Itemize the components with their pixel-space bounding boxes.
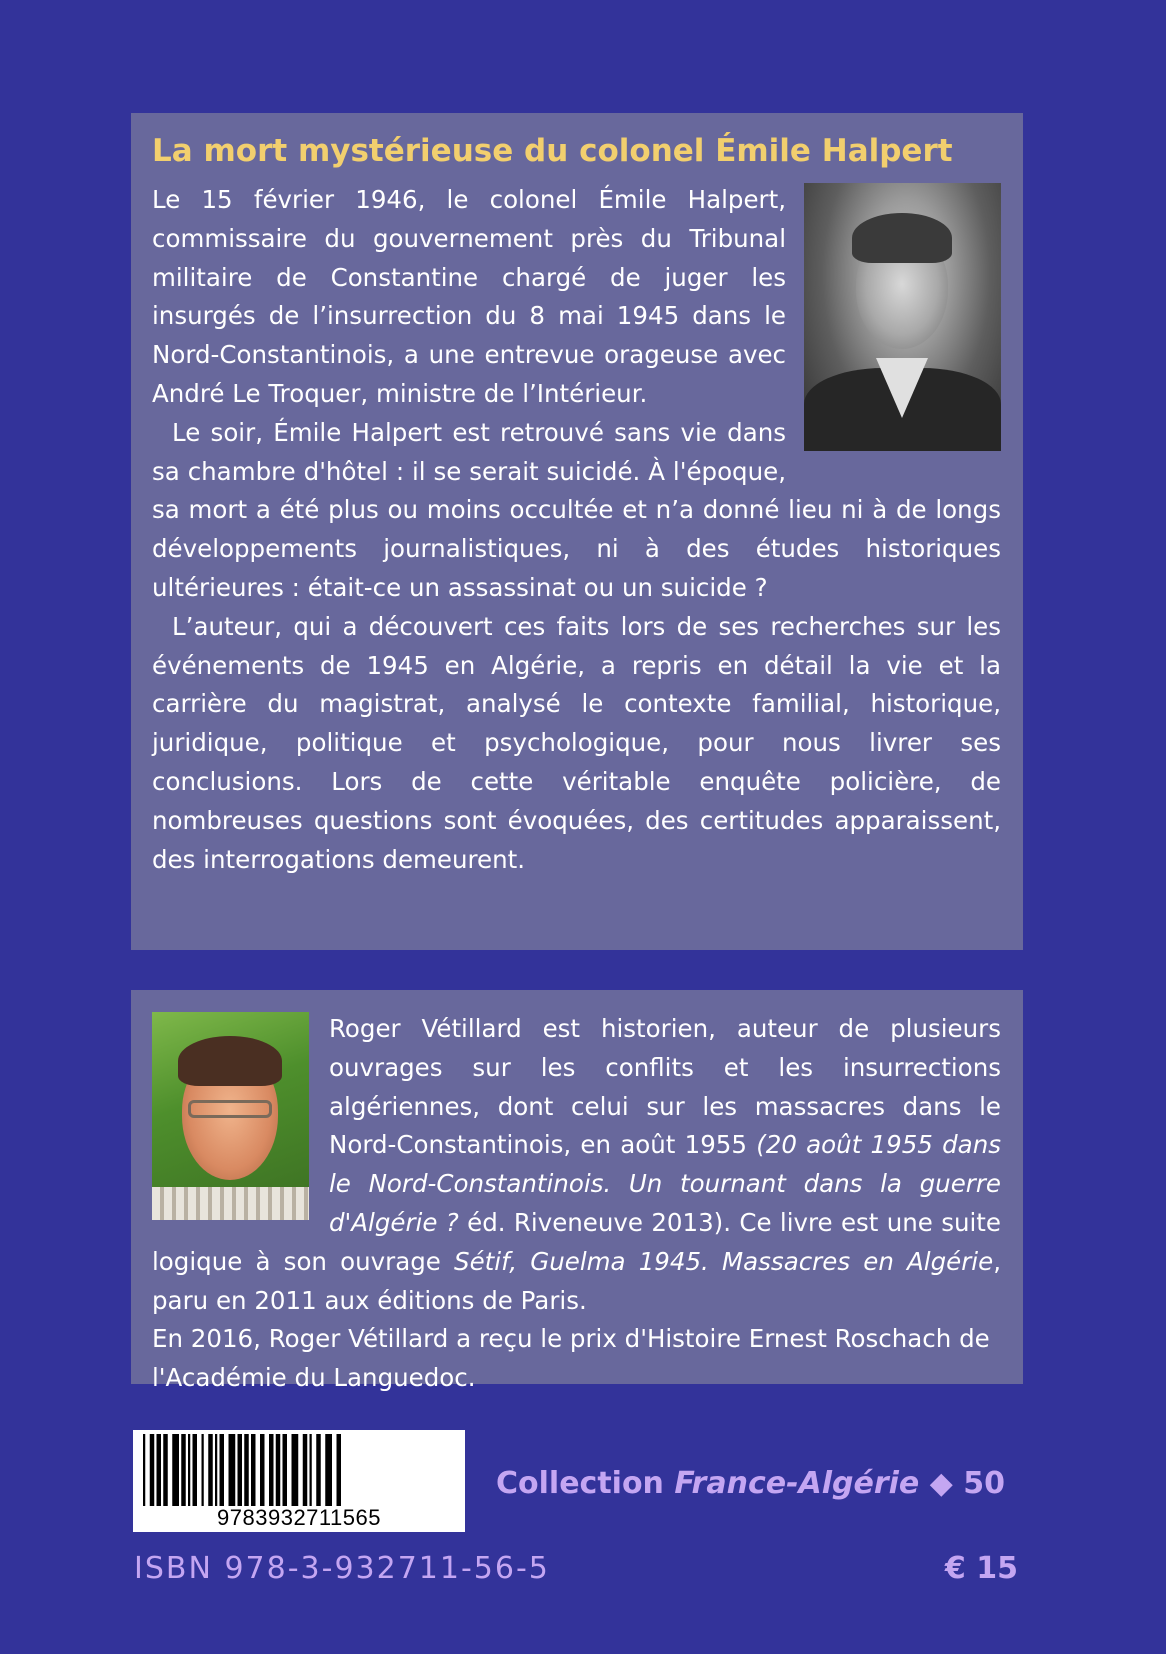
author-bio-text-c: , paru en 2011 aux éditions de Paris.: [152, 1246, 1001, 1315]
isbn: ISBN 978-3-932711-56-5: [134, 1551, 550, 1586]
barcode-bar: [276, 1434, 281, 1506]
barcode-bar: [208, 1434, 213, 1506]
author-book-title-1: (20 août 1955 dans le Nord-Constantinois. Un tournant dans la guerre d'Algérie ?: [329, 1130, 1001, 1237]
barcode-bar: [220, 1434, 225, 1506]
book-title: La mort mystérieuse du colonel Émile Halpert: [152, 133, 953, 169]
barcode-bar: [283, 1434, 288, 1506]
author-bio-panel: [131, 990, 1023, 1393]
author-bio-text-b: éd. Riveneuve 2013). Ce livre est une suite logique à son ouvrage: [152, 1207, 1001, 1276]
author-portrait-photo: [152, 1012, 309, 1220]
barcode-bar: [229, 1434, 236, 1506]
author-bio-text-a: Roger Vétillard est historien, auteur de plusieurs ouvrages sur les conflits et les insurrections algériennes, dont celui sur les massacres dans le Nord-Constantinois, en août 1955: [329, 1014, 1001, 1160]
price: € 15: [944, 1551, 1018, 1586]
barcode-bar: [316, 1434, 321, 1506]
barcode-bar: [143, 1434, 145, 1506]
barcode-bar: [251, 1434, 256, 1506]
barcode-digits: 9783932711565: [217, 1505, 381, 1530]
synopsis-paragraph-1: Le 15 février 1946, le colonel Émile Halpert, commissaire du gouvernement près du Tribunal militaire de Constantine chargé de juger les insurgés de l’insurrection du 8 mai 1945 dans le Nord-Constantinois, a une entrevue orageuse avec André Le Troquer, ministre de l’Intérieur.: [152, 185, 786, 408]
barcode-bar: [238, 1434, 243, 1506]
barcode-bar: [337, 1434, 342, 1506]
synopsis-paragraph-2: Le soir, Émile Halpert est retrouvé sans vie dans sa chambre d'hôtel : il se serait suicidé. À l'époque, sa mort a été plus ou moins occultée et n’a donné lieu ni à de longs développements journalistiques, ni à des études historiques ultérieures : était-ce un assassinat ou un suicide ?: [152, 417, 1001, 602]
collection-name: France-Algérie: [674, 1466, 920, 1501]
barcode-bar: [260, 1434, 265, 1506]
barcode-bar: [188, 1434, 190, 1506]
synopsis-panel: [131, 113, 1023, 950]
barcode-bar: [157, 1434, 162, 1506]
collection-separator-icon: ◆: [919, 1466, 964, 1501]
synopsis-paragraph-3: L’auteur, qui a découvert ces faits lors de ses recherches sur les événements de 1945 en Algérie, a repris en détail la vie et la carrière du magistrat, analysé le contexte familial, historique, juridique, politique et psychologique, pour nous livrer ses conclusions. Lors de cette véritable enquête policière, de nombreuses questions sont évoquées, des certitudes apparaissent, des interrogations demeurent.: [152, 611, 1001, 874]
halpert-portrait-photo: [804, 183, 1001, 451]
author-book-title-2: Sétif, Guelma 1945. Massacres en Algérie: [454, 1246, 994, 1276]
collection-label: [496, 1464, 1005, 1504]
barcode-bar: [150, 1434, 155, 1506]
barcode-bar: [181, 1434, 186, 1506]
barcode-bars: [139, 1434, 459, 1506]
barcode-bar: [325, 1434, 332, 1506]
author-award-paragraph: En 2016, Roger Vétillard a reçu le prix d'Histoire Ernest Roschach de l'Académie du Languedoc.: [152, 1324, 990, 1393]
barcode-bar: [303, 1434, 308, 1506]
barcode-bar: [193, 1434, 198, 1506]
barcode-bar: [163, 1434, 168, 1506]
barcode-bar: [202, 1434, 204, 1506]
barcode-bar: [244, 1434, 249, 1506]
barcode-bar: [292, 1434, 299, 1506]
collection-number: 50: [963, 1466, 1005, 1501]
collection-prefix: Collection: [496, 1466, 675, 1501]
barcode-bar: [172, 1434, 179, 1506]
barcode-bar: [310, 1434, 312, 1506]
barcode-bar: [215, 1434, 217, 1506]
barcode-bar: [269, 1434, 274, 1506]
barcode: [133, 1430, 465, 1532]
